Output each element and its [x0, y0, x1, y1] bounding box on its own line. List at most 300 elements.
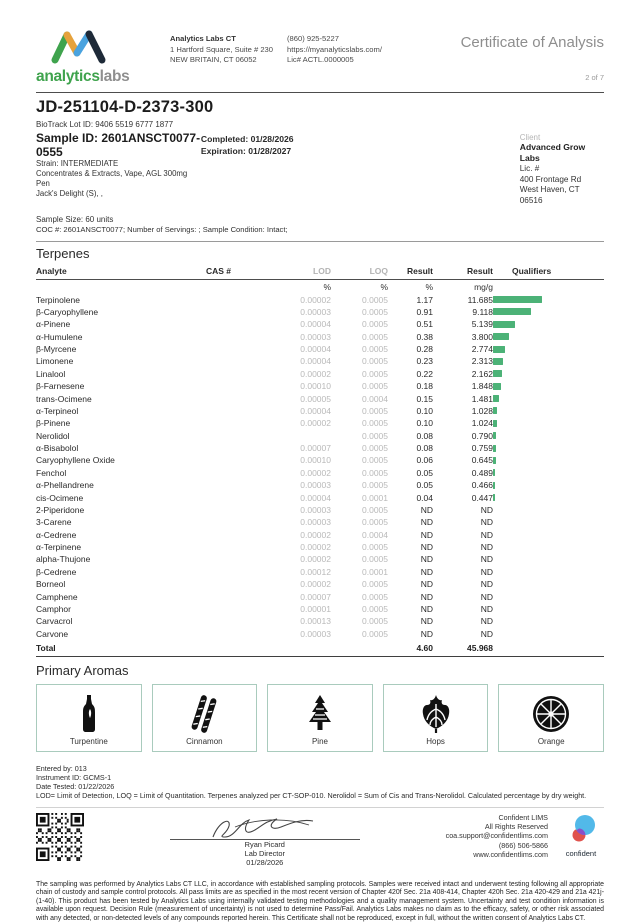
result-pct: 0.05	[416, 467, 433, 478]
loq-value: 0.0005	[362, 554, 388, 565]
lod-value: 0.00003	[300, 628, 331, 639]
result-bar	[493, 445, 496, 452]
table-row	[36, 529, 604, 541]
table-row	[36, 541, 604, 553]
analyte-name: Nerolidol	[36, 430, 70, 441]
confident-logo-icon	[564, 813, 598, 843]
lod-value: 0.00003	[300, 504, 331, 515]
result-bar	[493, 457, 496, 464]
table-row	[36, 380, 604, 392]
result-bar	[493, 432, 496, 439]
qualifier-cell	[493, 368, 604, 380]
result-mgg: 2.313	[471, 356, 493, 367]
result-bar	[493, 358, 503, 365]
lab-license: Lic# ACTL.0000005	[287, 55, 354, 64]
qualifier-cell	[493, 405, 604, 417]
analyte-name: Carvacrol	[36, 616, 73, 627]
qualifier-cell	[493, 306, 604, 318]
cas-number	[206, 479, 261, 491]
table-row	[36, 479, 604, 491]
qualifier-cell	[493, 566, 604, 578]
qualifier-cell	[493, 442, 604, 454]
qualifier-cell	[493, 355, 604, 367]
orange-slice-icon	[532, 695, 570, 733]
loq-value: 0.0005	[362, 418, 388, 429]
qualifier-cell	[493, 590, 604, 602]
table-row	[36, 603, 604, 615]
qualifier-cell	[493, 392, 604, 404]
result-pct: ND	[420, 603, 433, 614]
result-mgg: 2.162	[471, 368, 493, 379]
cas-number	[206, 417, 261, 429]
lims-url: www.confidentlims.com	[473, 849, 548, 859]
lod-value: 0.00002	[300, 542, 331, 553]
qualifier-cell	[493, 331, 604, 343]
result-bar	[493, 321, 515, 328]
lims-rights: All Rights Reserved	[484, 821, 548, 831]
qualifier-cell	[493, 380, 604, 392]
analyte-name: α-Cedrene	[36, 529, 77, 540]
lod-value: 0.00004	[300, 356, 331, 367]
table-row	[36, 516, 604, 528]
table-row	[36, 355, 604, 367]
result-bar	[493, 346, 505, 353]
cas-number	[206, 628, 261, 641]
lod-value: 0.00002	[300, 368, 331, 379]
qualifier-cell	[493, 479, 604, 491]
loq-value: 0.0005	[362, 467, 388, 478]
loq-value: 0.0005	[362, 306, 388, 317]
total-mgg: 45.968	[433, 640, 493, 656]
analyte-name: β-Myrcene	[36, 344, 77, 355]
loq-value: 0.0005	[362, 517, 388, 528]
result-mgg: 1.024	[471, 418, 493, 429]
cas-number	[206, 380, 261, 392]
table-row	[36, 405, 604, 417]
terpenes-section-title: Terpenes	[36, 246, 90, 261]
result-bar	[493, 482, 495, 489]
analyte-name: α-Humulene	[36, 331, 83, 342]
result-pct: ND	[420, 529, 433, 540]
analyte-name: Linalool	[36, 368, 66, 379]
cas-number	[206, 516, 261, 528]
loq-value: 0.0005	[362, 504, 388, 515]
qualifier-cell	[493, 491, 604, 503]
table-row	[36, 318, 604, 330]
table-row	[36, 331, 604, 343]
sample-id: Sample ID: 2601ANSCT0077-0555	[36, 131, 201, 159]
cas-number	[206, 491, 261, 503]
cas-number	[206, 603, 261, 615]
unit-pct: %	[425, 282, 433, 293]
product-name: Jack's Delight (S), ,	[36, 189, 103, 198]
lod-value: 0.00001	[300, 603, 331, 614]
signer-name: Ryan Picard	[244, 839, 285, 849]
method-note: LOD= Limit of Detection, LOQ = Limit of Quantitation. Terpenes analyzed per CT-SOP-010. Nerolidol = Sum of Cis and Trans-Nerolidol. Calculated percentage by dry weight.	[36, 791, 587, 801]
analyte-name: cis-Ocimene	[36, 492, 84, 503]
result-pct: 0.91	[416, 306, 433, 317]
result-bar	[493, 469, 495, 476]
cas-number	[206, 467, 261, 479]
aroma-hops	[383, 684, 489, 752]
result-bar	[493, 370, 502, 377]
result-mgg: 0.759	[471, 443, 493, 454]
analyte-name: α-Terpineol	[36, 405, 79, 416]
loq-value: 0.0005	[362, 319, 388, 330]
qualifier-cell	[493, 529, 604, 541]
instrument-id: Instrument ID: GCMS-1	[36, 773, 112, 783]
result-mgg: ND	[480, 566, 493, 577]
qualifier-cell	[493, 417, 604, 429]
lab-contact-block	[170, 34, 273, 66]
result-pct: 0.51	[416, 319, 433, 330]
unit-mgg: mg/g	[474, 282, 493, 293]
lod-value: 0.00003	[300, 331, 331, 342]
table-row	[36, 442, 604, 454]
coc-line: COC #: 2601ANSCT0077; Number of Servings: ; Sample Condition: Intact;	[36, 225, 288, 234]
aromas-section-title: Primary Aromas	[36, 662, 129, 678]
terpenes-divider	[36, 241, 604, 242]
aroma-label: Cinnamon	[186, 736, 223, 746]
result-pct: ND	[420, 542, 433, 553]
lod-value: 0.00012	[300, 566, 331, 577]
loq-value: 0.0005	[362, 381, 388, 392]
terpenes-table	[36, 265, 604, 657]
result-mgg: 2.774	[471, 344, 493, 355]
lod-value: 0.00004	[300, 319, 331, 330]
table-units-row	[36, 280, 604, 294]
table-row	[36, 615, 604, 627]
result-pct: 1.17	[416, 294, 433, 305]
qualifier-cell	[493, 603, 604, 615]
result-mgg: 0.489	[471, 467, 493, 478]
result-bar	[493, 383, 501, 390]
lod-value: 0.00007	[300, 591, 331, 602]
result-mgg: ND	[480, 579, 493, 590]
signer-title: Lab Director	[244, 848, 285, 858]
result-mgg: 11.685	[467, 294, 493, 305]
analyte-name: alpha-Thujone	[36, 554, 91, 565]
turpentine-bottle-icon	[81, 695, 97, 733]
header	[36, 26, 604, 86]
date-tested: Date Tested: 01/22/2026	[36, 782, 115, 792]
loq-value: 0.0005	[362, 480, 388, 491]
analyte-name: trans-Ocimene	[36, 393, 92, 404]
result-pct: 0.10	[416, 405, 433, 416]
cas-number	[206, 541, 261, 553]
result-bar	[493, 420, 497, 427]
analyte-name: Terpinolene	[36, 294, 80, 305]
cas-number	[206, 355, 261, 367]
client-license: Lic. #	[519, 164, 540, 173]
analyte-name: β-Cedrene	[36, 566, 77, 577]
result-pct: ND	[420, 628, 433, 639]
qualifier-cell	[493, 516, 604, 528]
entered-by: Entered by: 013	[36, 763, 87, 773]
lod-value: 0.00003	[300, 306, 331, 317]
result-mgg: ND	[480, 628, 493, 639]
analyte-name: β-Pinene	[36, 418, 71, 429]
lod-value: 0.00002	[300, 418, 331, 429]
loq-value: 0.0005	[362, 542, 388, 553]
result-pct: 0.04	[416, 492, 433, 503]
analyte-name: α-Bisabolol	[36, 443, 79, 454]
loq-value: 0.0005	[362, 405, 388, 416]
aroma-label: Hops	[426, 736, 445, 746]
result-mgg: ND	[480, 554, 493, 565]
loq-value: 0.0005	[362, 628, 388, 639]
analyte-name: Camphene	[36, 591, 78, 602]
table-row	[36, 430, 604, 442]
document-title: JD-251104-D-2373-300	[36, 98, 214, 116]
cas-number	[206, 590, 261, 602]
qualifier-cell	[493, 541, 604, 553]
qualifier-cell	[493, 504, 604, 516]
col-analyte: Analyte	[36, 265, 206, 280]
result-pct: ND	[420, 566, 433, 577]
logo-wordmark: analyticslabs	[36, 68, 130, 85]
unit-lod: %	[323, 282, 331, 293]
sample-size: Sample Size: 60 units	[36, 215, 114, 224]
certificate-title: Certificate of Analysis	[460, 34, 604, 51]
qualifier-cell	[493, 553, 604, 565]
lod-value: 0.00002	[300, 529, 331, 540]
qualifier-cell	[493, 467, 604, 479]
table-row	[36, 454, 604, 466]
result-mgg: ND	[480, 603, 493, 614]
lod-value: 0.00002	[300, 579, 331, 590]
lab-url: https://myanalyticslabs.com/	[287, 44, 382, 54]
result-mgg: 0.466	[471, 480, 493, 491]
aroma-label: Turpentine	[69, 736, 108, 746]
result-pct: 0.06	[416, 455, 433, 466]
result-bar	[493, 407, 497, 414]
unit-loq: %	[380, 282, 388, 293]
result-pct: ND	[420, 591, 433, 602]
result-mgg: 5.139	[471, 319, 493, 330]
table-row	[36, 368, 604, 380]
cas-number	[206, 405, 261, 417]
cas-number	[206, 553, 261, 565]
qualifier-cell	[493, 628, 604, 641]
col-cas: CAS #	[206, 265, 261, 280]
table-row	[36, 628, 604, 641]
cas-number	[206, 442, 261, 454]
aroma-pine	[267, 684, 373, 752]
cas-number	[206, 343, 261, 355]
strain: Strain: INTERMEDIATE	[36, 159, 119, 168]
loq-value: 0.0005	[362, 331, 388, 342]
table-row	[36, 306, 604, 318]
result-mgg: ND	[480, 517, 493, 528]
client-block	[520, 131, 604, 206]
qualifier-cell	[493, 454, 604, 466]
lims-name: Confident LIMS	[498, 812, 548, 822]
loq-value: 0.0004	[362, 529, 388, 540]
total-label: Total	[36, 640, 206, 656]
result-mgg: ND	[480, 542, 493, 553]
analyte-name: Caryophyllene Oxide	[36, 455, 115, 466]
col-result-mgg: Result	[433, 265, 493, 280]
sample-info	[36, 131, 604, 206]
col-lod: LOD	[261, 265, 331, 280]
result-mgg: ND	[480, 616, 493, 627]
analyte-name: 2-Piperidone	[36, 504, 85, 515]
cas-number	[206, 293, 261, 305]
table-row	[36, 553, 604, 565]
result-pct: 0.08	[416, 443, 433, 454]
result-mgg: 0.790	[471, 430, 493, 441]
client-label: Client	[519, 133, 541, 142]
result-mgg: 1.848	[471, 381, 493, 392]
cinnamon-sticks-icon	[187, 695, 221, 733]
result-mgg: ND	[480, 529, 493, 540]
lod-value	[261, 430, 331, 442]
analyte-name: α-Pinene	[36, 319, 71, 330]
table-row	[36, 578, 604, 590]
pine-tree-icon	[305, 695, 335, 733]
loq-value: 0.0005	[362, 294, 388, 305]
client-address1: 400 Frontage Rd	[519, 174, 582, 184]
client-name: Advanced Grow Labs	[519, 142, 586, 163]
result-pct: 0.10	[416, 418, 433, 429]
lod-value: 0.00010	[300, 381, 331, 392]
aroma-cinnamon	[152, 684, 258, 752]
qualifier-cell	[493, 293, 604, 305]
result-pct: 0.28	[416, 344, 433, 355]
header-divider	[36, 92, 604, 93]
analyte-name: Limonene	[36, 356, 74, 367]
analyte-name: 3-Carene	[36, 517, 72, 528]
result-bar	[493, 395, 499, 402]
cas-number	[206, 331, 261, 343]
aroma-orange	[498, 684, 604, 752]
analyticslabs-logo	[36, 26, 156, 86]
hops-flower-icon	[420, 695, 452, 733]
table-header-row	[36, 265, 604, 280]
qualifier-cell	[493, 430, 604, 442]
total-pct: 4.60	[388, 640, 433, 656]
qualifier-cell	[493, 343, 604, 355]
result-pct: 0.05	[416, 480, 433, 491]
analyte-name: Borneol	[36, 579, 66, 590]
disclaimer-text: The sampling was performed by Analytics Labs CT LLC, in accordance with established sampling protocols. Samples were received intact and underwent testing following all appropriate chain of custody and sample control protocols. All pass limits are as specified in the most recent version of Chapter 420f Sec. 21a 408-414, Chapter 420h Sec. 21a 420-429 and 21a 421j-(1-40). This product has been tested by Analytics Labs using internally validated testing methodologies and a quality management system. Uncertainty and test condition information is available upon request. Decision Rule (measurement of uncertainty) is not used to determine Pass/Fail. Analytics Labs makes no claim as to the efficacy, safety, or other risk associated with any detected, or non-detected levels of any compounds reported herein. This Certificate shall not be reproduced, except in full, without the written consent of Analytics Labs CT.	[36, 880, 604, 923]
lod-value: 0.00002	[300, 467, 331, 478]
table-row	[36, 467, 604, 479]
loq-value: 0.0005	[362, 443, 388, 454]
result-bar	[493, 333, 509, 340]
lod-value: 0.00004	[300, 344, 331, 355]
cas-number	[206, 430, 261, 442]
col-qualifiers: Qualifiers	[493, 265, 604, 280]
result-pct: ND	[420, 554, 433, 565]
result-mgg: 1.481	[471, 393, 493, 404]
lims-email: coa.support@confidentlims.com	[445, 831, 548, 841]
cas-number	[206, 306, 261, 318]
result-mgg: 1.028	[471, 405, 493, 416]
qualifier-cell	[493, 615, 604, 627]
table-row	[36, 293, 604, 305]
table-row	[36, 343, 604, 355]
col-result-pct: Result	[388, 265, 433, 280]
cas-number	[206, 578, 261, 590]
completed-date: Completed: 01/28/2026	[200, 134, 294, 144]
qr-code	[36, 813, 84, 861]
lod-value: 0.00005	[300, 393, 331, 404]
lod-value: 0.00003	[300, 517, 331, 528]
lod-value: 0.00013	[300, 616, 331, 627]
loq-value: 0.0005	[362, 356, 388, 367]
result-pct: ND	[420, 579, 433, 590]
result-pct: ND	[420, 517, 433, 528]
result-mgg: 9.118	[472, 306, 493, 317]
loq-value: 0.0005	[362, 368, 388, 379]
lab-contact-block2	[287, 34, 382, 66]
analyte-name: Carvone	[36, 628, 69, 639]
signature-block	[36, 807, 604, 867]
matrix: Concentrates & Extracts, Vape, AGL 300mg Pen	[36, 169, 188, 188]
loq-value: 0.0005	[362, 430, 388, 441]
table-row	[36, 590, 604, 602]
cas-number	[206, 566, 261, 578]
lod-value: 0.00002	[300, 554, 331, 565]
analyte-name: β-Farnesene	[36, 381, 85, 392]
cas-number	[206, 504, 261, 516]
aroma-turpentine	[36, 684, 142, 752]
loq-value: 0.0005	[362, 603, 388, 614]
result-bar	[493, 308, 531, 315]
lod-value: 0.00002	[300, 294, 331, 305]
result-mgg: ND	[480, 591, 493, 602]
aroma-label: Orange	[537, 736, 565, 746]
loq-value: 0.0001	[362, 492, 388, 503]
aroma-row	[36, 684, 604, 752]
aroma-label: Pine	[311, 736, 328, 746]
loq-value: 0.0005	[362, 616, 388, 627]
cas-number	[206, 615, 261, 627]
table-row	[36, 566, 604, 578]
analyte-name: β-Caryophyllene	[36, 306, 99, 317]
result-pct: 0.18	[416, 381, 433, 392]
result-mgg: ND	[480, 504, 493, 515]
signer-date: 01/28/2026	[246, 857, 284, 867]
loq-value: 0.0005	[362, 579, 388, 590]
cas-number	[206, 529, 261, 541]
confident-logo	[558, 813, 604, 858]
loq-value: 0.0005	[362, 455, 388, 466]
lod-value: 0.00004	[300, 492, 331, 503]
result-pct: ND	[420, 616, 433, 627]
table-row	[36, 491, 604, 503]
expiration-date: Expiration: 01/28/2027	[200, 146, 292, 156]
result-pct: 0.08	[416, 430, 433, 441]
loq-value: 0.0005	[362, 591, 388, 602]
analyte-name: α-Phellandrene	[36, 480, 94, 491]
cas-number	[206, 454, 261, 466]
cas-number	[206, 368, 261, 380]
result-pct: 0.38	[416, 331, 433, 342]
client-address2: West Haven, CT 06516	[519, 185, 580, 205]
qualifier-cell	[493, 578, 604, 590]
lab-address1: 1 Hartford Square, Suite # 230	[170, 44, 274, 54]
lab-address2: NEW BRITAIN, CT 06052	[170, 55, 257, 64]
table-row	[36, 504, 604, 516]
loq-value: 0.0005	[362, 344, 388, 355]
col-loq: LOQ	[331, 265, 388, 280]
loq-value: 0.0004	[362, 393, 388, 404]
lod-value: 0.00007	[300, 443, 331, 454]
lab-name: Analytics Labs CT	[170, 34, 236, 43]
